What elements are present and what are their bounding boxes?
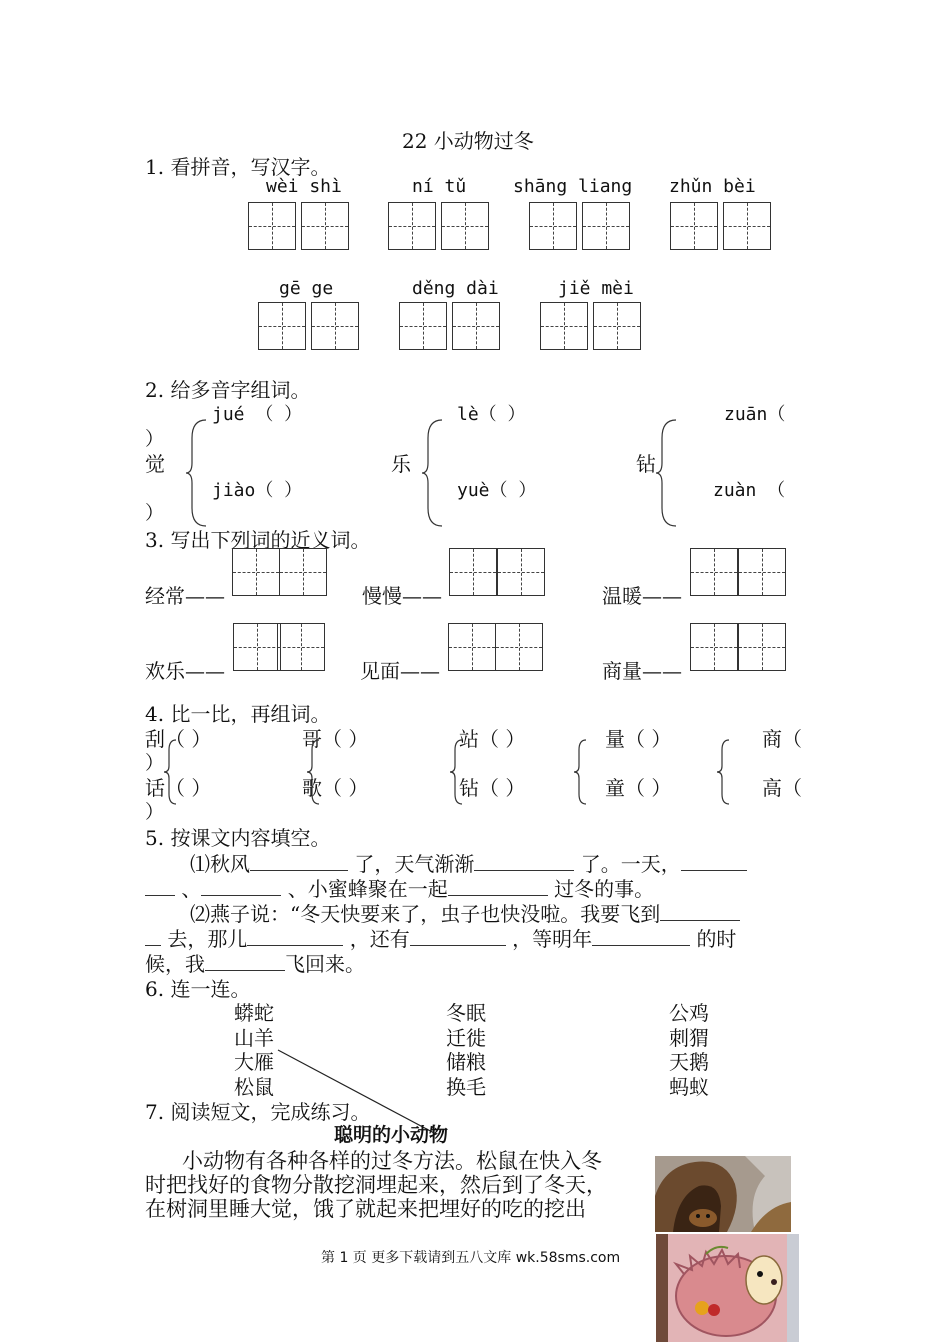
fill-blank[interactable]: [448, 877, 548, 896]
q3-heading: 3. 写出下列词的近义词。: [145, 528, 371, 552]
writing-grid[interactable]: [279, 548, 327, 596]
compare-item: 刮（ ）: [145, 727, 212, 751]
hedgehog-picture: [656, 1234, 799, 1342]
writing-grid[interactable]: [248, 202, 296, 250]
writing-grid[interactable]: [495, 623, 543, 671]
pinyin-label: jiě mèi: [558, 278, 634, 299]
synonym-prompt: 温暖——: [602, 584, 682, 608]
brace-icon: [307, 738, 321, 806]
fill-blank[interactable]: [681, 852, 747, 871]
writing-grid[interactable]: [301, 202, 349, 250]
fill-text: ⑴秋风: [190, 852, 250, 876]
q4-heading: 4. 比一比，再组词。: [145, 702, 331, 726]
match-item[interactable]: 公鸡: [669, 1001, 709, 1025]
match-item[interactable]: 迁徙: [446, 1026, 486, 1050]
writing-grid[interactable]: [399, 302, 447, 350]
wrap-paren: ）: [145, 428, 165, 450]
fill-text: 飞回来。: [285, 952, 365, 976]
match-item[interactable]: 山羊: [234, 1026, 274, 1050]
writing-grid[interactable]: [233, 623, 281, 671]
wrap-paren: ）: [145, 801, 165, 823]
brace-icon: [574, 738, 588, 806]
compare-item: 哥（ ）: [302, 727, 369, 751]
fill-text: 的时: [696, 927, 737, 951]
polyphone-char: 觉: [145, 452, 165, 476]
pinyin-label: shāng liang: [513, 176, 633, 197]
writing-grid[interactable]: [723, 202, 771, 250]
pinyin-label: wèi shì: [266, 176, 342, 197]
pinyin-label: ní tǔ: [412, 176, 467, 197]
passage-line: 时把找好的食物分散挖洞埋起来，然后到了冬天，: [145, 1173, 607, 1197]
writing-grid[interactable]: [452, 302, 500, 350]
writing-grid[interactable]: [690, 623, 738, 671]
pinyin-option: zuān（: [724, 404, 786, 425]
fill-blank[interactable]: [201, 877, 281, 896]
fill-blank[interactable]: [250, 852, 348, 871]
compare-item: 站（ ）: [459, 727, 526, 751]
pinyin-option: zuàn （: [713, 480, 786, 501]
fill-blank[interactable]: [660, 902, 740, 921]
fill-text: ，还有: [349, 927, 410, 951]
pinyin-label: děng dài: [412, 278, 499, 299]
fill-text: ，等明年: [512, 927, 593, 951]
fill-blank[interactable]: [592, 927, 690, 946]
writing-grid[interactable]: [738, 548, 786, 596]
synonym-prompt: 慢慢——: [362, 584, 442, 608]
synonym-prompt: 见面——: [360, 659, 440, 683]
passage-line: 在树洞里睡大觉，饿了就起来把埋好的吃的挖出: [145, 1197, 586, 1221]
brace-icon: [186, 418, 210, 528]
writing-grid[interactable]: [232, 548, 280, 596]
synonym-prompt: 欢乐——: [145, 659, 225, 683]
squirrel-picture: [655, 1156, 791, 1232]
writing-grid[interactable]: [449, 548, 497, 596]
page-title: 22 小动物过冬: [402, 129, 534, 153]
q7-heading: 7. 阅读短文，完成练习。: [145, 1100, 371, 1124]
match-item[interactable]: 储粮: [446, 1050, 486, 1074]
fill-blank[interactable]: [145, 927, 161, 946]
brace-icon: [717, 738, 731, 806]
q6-heading: 6. 连一连。: [145, 977, 251, 1001]
fill-blank[interactable]: [205, 952, 285, 971]
synonym-prompt: 经常——: [145, 584, 225, 608]
match-item[interactable]: 刺猬: [669, 1026, 709, 1050]
pinyin-option: jiào（ ）: [212, 480, 303, 501]
pinyin-label: zhǔn bèi: [669, 176, 756, 197]
compare-item: 话（ ）: [145, 776, 212, 800]
brace-icon: [656, 418, 680, 528]
compare-item: 商（: [762, 727, 802, 751]
pinyin-label: gē ge: [279, 278, 334, 299]
polyphone-char: 钻: [636, 452, 656, 476]
wrap-paren: ）: [145, 502, 165, 524]
brace-icon: [450, 738, 464, 806]
fill-blank[interactable]: [145, 877, 175, 896]
writing-grid[interactable]: [690, 548, 738, 596]
fill-text: 过冬的事。: [554, 877, 655, 901]
fill-blank[interactable]: [410, 927, 506, 946]
compare-item: 钻（ ）: [459, 776, 526, 800]
compare-item: 量（ ）: [605, 727, 672, 751]
passage-line: 小动物有各种各样的过冬方法。松鼠在快入冬: [182, 1149, 602, 1173]
fill-blank[interactable]: [247, 927, 343, 946]
fill-text: ⑵燕子说：“冬天快要来了，虫子也快没啦。我要飞到: [190, 902, 661, 926]
writing-grid[interactable]: [448, 623, 496, 671]
q2-heading: 2. 给多音字组词。: [145, 378, 311, 402]
fill-text: 、: [181, 877, 202, 901]
passage-title: 聪明的小动物: [334, 1124, 449, 1146]
fill-text: 去，那儿: [167, 927, 248, 951]
compare-item: 高（: [762, 776, 802, 800]
writing-grid[interactable]: [277, 623, 325, 671]
pinyin-option: lè（ ）: [457, 404, 526, 425]
wrap-paren: ）: [145, 752, 165, 774]
writing-grid[interactable]: [388, 202, 436, 250]
match-item[interactable]: 松鼠: [234, 1075, 274, 1099]
q5-heading: 5. 按课文内容填空。: [145, 826, 331, 850]
fill-text: 候，我: [145, 952, 205, 976]
brace-icon: [164, 738, 178, 806]
match-item[interactable]: 大雁: [234, 1050, 274, 1074]
polyphone-char: 乐: [391, 452, 411, 476]
q1-heading: 1. 看拼音，写汉字。: [145, 155, 331, 179]
writing-grid[interactable]: [441, 202, 489, 250]
pinyin-option: jué （ ）: [212, 404, 303, 425]
writing-grid[interactable]: [670, 202, 718, 250]
writing-grid[interactable]: [258, 302, 306, 350]
squirrel-illustration: [655, 1156, 791, 1232]
writing-grid[interactable]: [582, 202, 630, 250]
fill-text: 、小蜜蜂聚在一起: [287, 877, 448, 901]
fill-text: 了，天气渐渐: [354, 852, 475, 876]
match-item[interactable]: 蟒蛇: [234, 1001, 274, 1025]
fill-blank[interactable]: [474, 852, 574, 871]
pinyin-option: yuè（ ）: [457, 480, 537, 501]
match-item[interactable]: 蚂蚁: [669, 1075, 709, 1099]
writing-grid[interactable]: [540, 302, 588, 350]
writing-grid[interactable]: [529, 202, 577, 250]
writing-grid[interactable]: [311, 302, 359, 350]
synonym-prompt: 商量——: [602, 659, 682, 683]
writing-grid[interactable]: [497, 548, 545, 596]
writing-grid[interactable]: [593, 302, 641, 350]
brace-icon: [422, 418, 446, 528]
compare-item: 歌（ ）: [302, 776, 369, 800]
match-item[interactable]: 天鹅: [669, 1050, 709, 1074]
compare-item: 童（ ）: [605, 776, 672, 800]
hedgehog-illustration: [656, 1234, 799, 1342]
match-item[interactable]: 冬眠: [446, 1001, 486, 1025]
writing-grid[interactable]: [738, 623, 786, 671]
fill-text: 了。一天，: [580, 852, 681, 876]
match-item[interactable]: 换毛: [446, 1075, 486, 1099]
page-footer: 第 1 页 更多下载请到五八文库 wk.58sms.com: [321, 1250, 621, 1266]
